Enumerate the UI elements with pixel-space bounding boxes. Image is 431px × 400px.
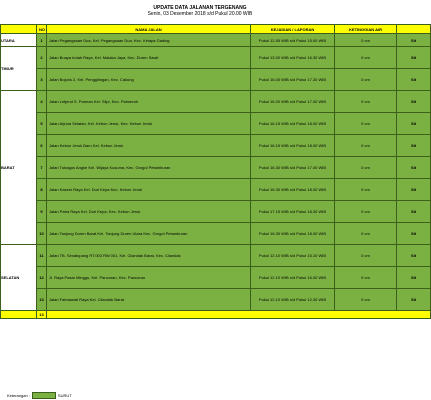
road-name-cell: Jalan Tanjung Duren Barat Kel. Tanjung Duren Utara Kec. Grogol Petamburan: [47, 223, 251, 245]
no-cell: 2: [37, 47, 47, 69]
water-height-cell: 0 cm: [335, 267, 397, 289]
no-cell: 1: [37, 34, 47, 47]
status-cell: Sit: [397, 113, 431, 135]
no-cell: 11: [37, 245, 47, 267]
status-cell: Sit: [397, 223, 431, 245]
status-cell: Sit: [397, 201, 431, 223]
region-cell: UTARA: [1, 34, 37, 47]
road-name-cell: Jalan Arjuna Selatan, Kel. Kebon Jeruk, Kec. Kebon Jeruk: [47, 113, 251, 135]
incident-time-cell: Pukul 12.10 WIB s/d Pukul 16.00 WIB: [251, 267, 335, 289]
legend-text: SURUT: [57, 393, 72, 398]
page-subtitle: Senin, 03 Desember 2018 s/d Pukul 20.00 WIB: [147, 11, 253, 17]
table-row: [1, 113, 431, 135]
water-height-cell: 0 cm: [335, 245, 397, 267]
no-cell: 3: [37, 69, 47, 91]
water-height-cell: 0 cm: [335, 113, 397, 135]
page-title: UPDATE DATA JALANAN TERGENANG: [153, 5, 247, 11]
road-name-cell: Jalan Kebon Jeruk Baru Kel. Kebon Jeruk: [47, 135, 251, 157]
incident-time-cell: Pukul 16.15 WIB s/d Pukul 18.00 WIB: [251, 113, 335, 135]
status-cell: Sit: [397, 245, 431, 267]
no-cell: 5: [37, 113, 47, 135]
no-cell: 13: [37, 289, 47, 311]
table-row: [1, 69, 431, 91]
header-no: NO: [37, 25, 47, 34]
road-name-cell: Jalan Kasem Raya Kel. Duri Kepa Kec. Kebon Jeruk: [47, 179, 251, 201]
table-row: [1, 34, 431, 47]
no-cell: 10: [37, 223, 47, 245]
water-height-cell: 0 cm: [335, 47, 397, 69]
road-name-cell: Jalan Pegangsaan Dua, Kel. Pegangsaan Dua, Kec. Kelapa Gading: [47, 34, 251, 47]
incident-time-cell: Pukul 17.15 WIB s/d Pukul 18.30 WIB: [251, 201, 335, 223]
region-cell: BARAT: [1, 91, 37, 245]
water-height-cell: 0 cm: [335, 91, 397, 113]
incident-time-cell: Pukul 16.15 WIB s/d Pukul 18.00 WIB: [251, 135, 335, 157]
no-cell: 12: [37, 267, 47, 289]
water-height-cell: 0 cm: [335, 201, 397, 223]
water-height-cell: 0 cm: [335, 157, 397, 179]
flood-roads-table: [0, 24, 431, 319]
road-name-cell: Jalan Patra Raya Kel. Duri Kepa, Kec. Kebon Jeruk: [47, 201, 251, 223]
status-cell: Sit: [397, 135, 431, 157]
table-body: [1, 34, 431, 319]
total-row: [1, 311, 431, 319]
table-row: [1, 245, 431, 267]
status-cell: Sit: [397, 47, 431, 69]
region-cell: TIMUR: [1, 47, 37, 91]
road-name-cell: Jalan Fatmawati Raya Kel. Cilandak Barat: [47, 289, 251, 311]
incident-time-cell: Pukul 12.55 WIB s/d Pukul 15.00 WIB: [251, 34, 335, 47]
legend: [7, 392, 72, 399]
incident-time-cell: Pukul 16.00 WIB s/d Pukul 17.30 WIB: [251, 69, 335, 91]
road-name-cell: Jalan Buaya Indah Raya, Kel. Malaka Jaya, Kec. Duren Sawit: [47, 47, 251, 69]
no-cell: 4: [37, 91, 47, 113]
header-kejadian: KEJADIAN / LAPORAN: [251, 25, 335, 34]
incident-time-cell: Pukul 16.30 WIB s/d Pukul 18.00 WIB: [251, 179, 335, 201]
incident-time-cell: Pukul 16.00 WIB s/d Pukul 17.00 WIB: [251, 91, 335, 113]
incident-time-cell: Pukul 13.00 WIB s/d Pukul 16.30 WIB: [251, 47, 335, 69]
road-name-cell: Jl. Raya Pasar Minggu, Kel. Pancoran, Kec. Pancoran: [47, 267, 251, 289]
water-height-cell: 0 cm: [335, 69, 397, 91]
status-cell: Sit: [397, 91, 431, 113]
road-name-cell: Jalan TB. Simatupang RT.003 RW.001, Kel. Cilandak Barat, Kec. Cilandak: [47, 245, 251, 267]
table-row: [1, 267, 431, 289]
incident-time-cell: Pukul 12.10 WIB s/d Pukul 15.10 WIB: [251, 245, 335, 267]
water-height-cell: 0 cm: [335, 223, 397, 245]
total-blank-cell: [1, 311, 37, 319]
legend-label: Keterangan :: [7, 393, 30, 398]
table-row: [1, 179, 431, 201]
no-cell: 9: [37, 201, 47, 223]
table-row: [1, 157, 431, 179]
table-row: [1, 201, 431, 223]
water-height-cell: 0 cm: [335, 34, 397, 47]
total-filler-cell: [47, 311, 431, 319]
total-count-cell: 13: [37, 311, 47, 319]
water-height-cell: 0 cm: [335, 289, 397, 311]
no-cell: 6: [37, 135, 47, 157]
water-height-cell: 0 cm: [335, 135, 397, 157]
water-height-cell: 0 cm: [335, 179, 397, 201]
header-nama-jalan: NAMA JALAN: [47, 25, 251, 34]
incident-time-cell: Pukul 12.10 WIB s/d Pukul 12.30 WIB: [251, 289, 335, 311]
road-name-cell: Jalan Letjend S. Parman Kel. Slipi, Kec. Palmerah: [47, 91, 251, 113]
header-status: [397, 25, 431, 34]
no-cell: 7: [37, 157, 47, 179]
table-row: [1, 47, 431, 69]
status-cell: Sit: [397, 34, 431, 47]
status-cell: Sit: [397, 179, 431, 201]
incident-time-cell: Pukul 16.30 WIB s/d Pukul 18.00 WIB: [251, 223, 335, 245]
incident-time-cell: Pukul 16.30 WIB s/d Pukul 17.00 WIB: [251, 157, 335, 179]
table-row: [1, 91, 431, 113]
header-ketinggian: KETINGGIAN AIR: [335, 25, 397, 34]
table-row: [1, 289, 431, 311]
status-cell: Sit: [397, 157, 431, 179]
road-name-cell: Jalan Bojonk 2, Kel. Penggilingan, Kec. Cakung: [47, 69, 251, 91]
region-cell: SELATAN: [1, 245, 37, 311]
status-cell: Sit: [397, 267, 431, 289]
table-row: [1, 135, 431, 157]
status-cell: Sit: [397, 289, 431, 311]
road-name-cell: Jalan Tubagus Angke Kel. Wijaya Kusuma, Kec. Grogol Petamburan: [47, 157, 251, 179]
status-cell: Sit: [397, 69, 431, 91]
table-header-row: [1, 25, 431, 34]
header-wilayah: [1, 25, 37, 34]
table-row: [1, 223, 431, 245]
legend-swatch: [32, 392, 56, 399]
no-cell: 8: [37, 179, 47, 201]
